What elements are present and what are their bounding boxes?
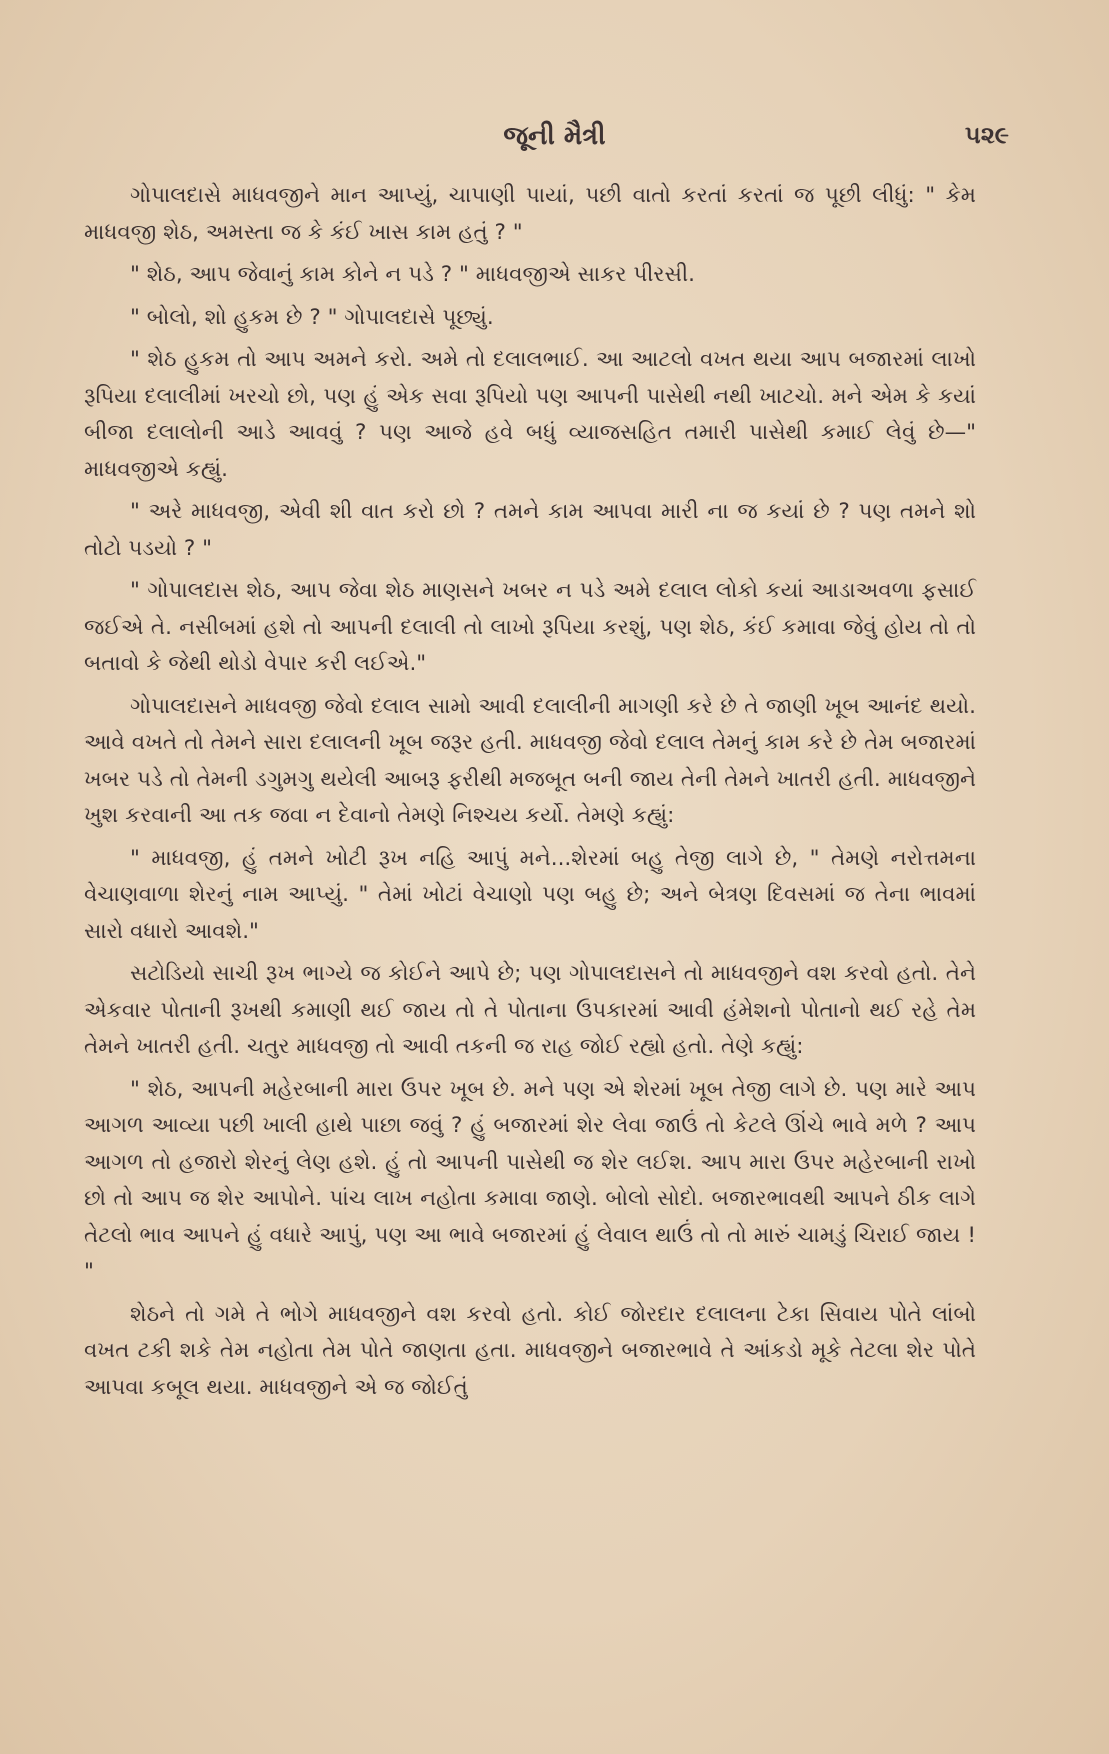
paragraph: " શેઠ હુકમ તો આપ અમને કરો. અમે તો દલાલભાઈ. આ આટલો વખત થયા આપ બજારમાં લાખો રૂપિયા દલાલીમાં ખરચો છો, પણ હું એક સવા રૂપિયો પણ આપની પાસેથી નથી ખાટચો. મને એમ કે કયાં બીજા દલાલોની આડે આવવું ? પણ આજે હવે બધું વ્યાજસહિત તમારી પાસેથી કમાઈ લેવું છે—" માધવજીએ કહ્યું. (84, 347, 976, 482)
paragraph: " શેઠ, આપની મહેરબાની મારા ઉપર ખૂબ છે. મને પણ એ શેરમાં ખૂબ તેજી લાગે છે. પણ મારે આપ આગળ આવ્યા પછી ખાલી હાથે પાછા જવું ? હું બજારમાં શેર લેવા જાઉં તો કેટલે ઊંચે ભાવે મળે ? આપ આગળ તો હજારો શેરનું લેણ હશે. હું તો આપની પાસેથી જ શેર લઈશ. આપ મારા ઉપર મહેરબાની રાખો છો તો આપ જ શેર આપોને. પાંચ લાખ નહોતા કમાવા જાણે. બોલો સોદો. બજારભાવથી આપને ઠીક લાગે તેટલો ભાવ આપને હું વધારે આપું, પણ આ ભાવે બજારમાં હું લેવાલ થાઉં તો તો મારું ચામડું ચિરાઈ જાય ! " (84, 1076, 976, 1284)
paragraph: " માધવજી, હું તમને ખોટી રૂખ નહિ આપું મને...શેરમાં બહુ તેજી લાગે છે, " તેમણે નરોત્તમના વેચાણવાળા શેરનું નામ આપ્યું. " તેમાં ખોટાં વેચાણો પણ બહુ છે; અને બેત્રણ દિવસમાં જ તેના ભાવમાં સારો વધારો આવશે." (84, 845, 976, 944)
paragraph: ગોપાલદાસને માધવજી જેવો દલાલ સામો આવી દલાલીની માગણી કરે છે તે જાણી ખૂબ આનંદ થયો. આવે વખતે તો તેમને સારા દલાલની ખૂબ જરૂર હતી. માધવજી જેવો દલાલ તેમનું કામ કરે છે તેમ બજારમાં ખબર પડે તો તેમની ડગુમગુ થયેલી આબરૂ ફરીથી મજબૂત બની જાય તેની તેમને ખાતરી હતી. માધવજીને ખુશ કરવાની આ તક જવા ન દેવાનો તેમણે નિશ્ચય કર્યો. તેમણે કહ્યું: (84, 693, 976, 828)
running-title: જૂની મૈત્રી (503, 121, 606, 151)
paragraph: " અરે માધવજી, એવી શી વાત કરો છો ? તમને કામ આપવા મારી ના જ કયાં છે ? પણ તમને શો તોટો પડયો ? " (84, 499, 976, 561)
page-number: ૫૨૯ (964, 121, 1009, 149)
paragraph: સટોડિયો સાચી રૂખ ભાગ્યે જ કોઈને આપે છે; પણ ગોપાલદાસને તો માધવજીને વશ કરવો હતો. તેને એકવાર પોતાની રૂખથી કમાણી થઈ જાય તો તે પોતાના ઉપકારમાં આવી હંમેશનો પોતાનો થઈ રહે તેમ તેમને ખાતરી હતી. ચતુર માધવજી તો આવી તકની જ રાહ જોઈ રહ્યો હતો. તેણે કહ્યું: (84, 961, 976, 1059)
paragraph: ગોપાલદાસે માધવજીને માન આપ્યું, ચાપાણી પાયાં, પછી વાતો કરતાં કરતાં જ પૂછી લીધું: " કેમ માધવજી શેઠ, અમસ્તા જ કે કંઈ ખાસ કામ હતું ? " (84, 183, 976, 245)
page-header (80, 115, 1029, 165)
paragraph: " બોલો, શો હુકમ છે ? " ગોપાલદાસે પૂછ્યું. (130, 304, 494, 330)
paragraph: શેઠને તો ગમે તે ભોગે માધવજીને વશ કરવો હતો. કોઈ જોરદાર દલાલના ટેકા સિવાય પોતે લાંબો વખત ટકી શકે તેમ નહોતા તેમ પોતે જાણતા હતા. માધવજીને બજારભાવે તે આંકડો મૂકે તેટલા શેર પોતે આપવા કબૂલ થયા. માધવજીને એ જ જોઈતું (84, 1301, 976, 1400)
paragraph: " શેઠ, આપ જેવાનું કામ કોને ન પડે ? " માધવજીએ સાકર પીરસી. (130, 262, 695, 287)
paragraph: " ગોપાલદાસ શેઠ, આપ જેવા શેઠ માણસને ખબર ન પડે અમે દલાલ લોકો કયાં આડાઅવળા ફસાઈ જઈએ તે. નસીબમાં હશે તો આપની દલાલી તો લાખો રૂપિયા કરશું, પણ શેઠ, કંઈ કમાવા જેવું હોય તો તો બતાવો કે જેથી થોડો વેપાર કરી લઈએ." (84, 578, 976, 676)
body-text (84, 178, 976, 1412)
